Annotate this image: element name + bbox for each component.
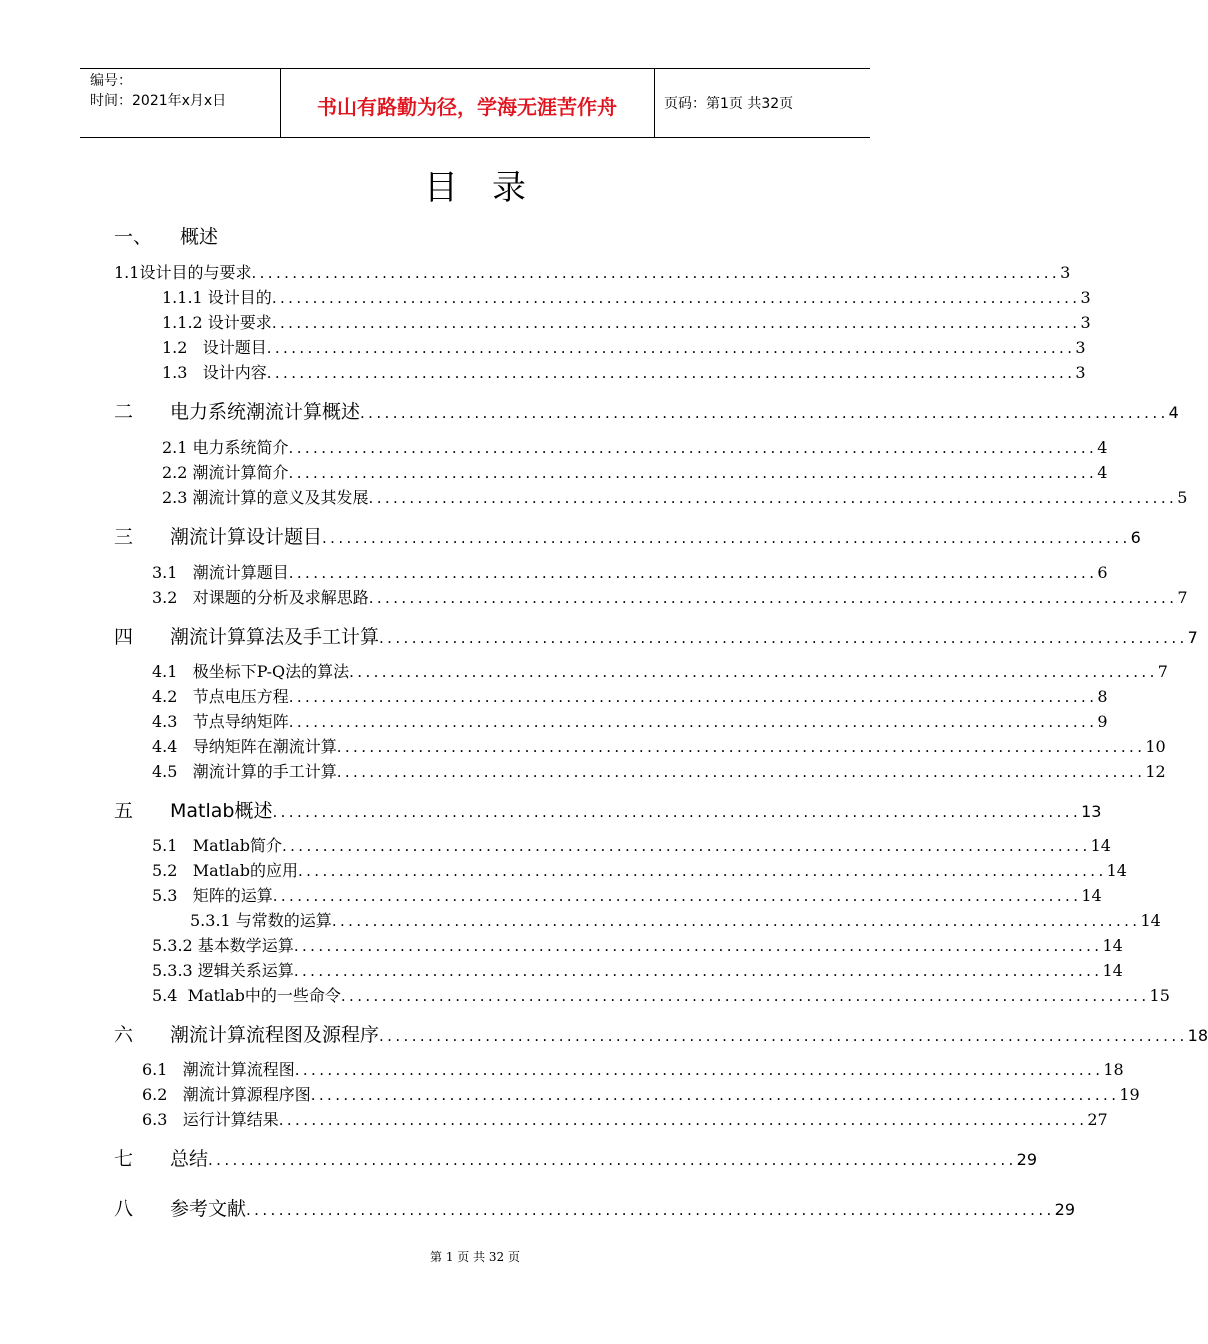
toc-entry-1-1-1[interactable]	[162, 285, 1091, 309]
entry-label: 5.4 Matlab中的一些命令	[152, 986, 341, 1005]
leader-dots: ...................................................................................................	[294, 1061, 1104, 1079]
entry-page: 14	[1081, 886, 1102, 905]
entry-page: 4	[1097, 463, 1108, 482]
toc-entry-5-3-3[interactable]	[152, 958, 1123, 982]
entry-page: 12	[1145, 762, 1166, 781]
entry-page: 27	[1087, 1110, 1108, 1129]
chapter-number: 一、	[114, 226, 153, 248]
toc-entry-2-3[interactable]	[162, 485, 1188, 509]
toc-chapter-7[interactable]	[114, 1144, 1038, 1170]
toc-entry-5-2[interactable]	[152, 858, 1127, 882]
chapter-number: 八	[114, 1198, 134, 1220]
leader-dots: ...................................................................................................	[246, 1201, 1055, 1219]
entry-page: 13	[1081, 802, 1102, 821]
entry-page: 4	[1097, 438, 1108, 457]
chapter-number: 四	[114, 626, 134, 648]
page-footer: 第 1 页 共 32 页	[430, 1250, 520, 1264]
toc-entry-6-3[interactable]	[142, 1107, 1108, 1131]
entry-label: 5.3 矩阵的运算	[152, 886, 273, 905]
chapter-number: 二	[114, 401, 134, 423]
leader-dots: ...................................................................................................	[251, 264, 1061, 282]
leader-dots: ...................................................................................................	[272, 887, 1082, 905]
leader-dots: ...................................................................................................	[272, 803, 1082, 821]
entry-page: 6	[1130, 528, 1141, 547]
entry-label: 5.3.1 与常数的运算	[190, 911, 332, 930]
leader-dots: ...................................................................................................	[379, 1027, 1188, 1045]
entry-page: 9	[1097, 712, 1108, 731]
toc-chapter-8[interactable]	[114, 1194, 1076, 1220]
leader-dots: ...................................................................................................	[368, 589, 1178, 607]
toc-entry-4-2[interactable]	[152, 684, 1108, 708]
chapter-number: 三	[114, 526, 134, 548]
leader-dots: ...................................................................................................	[322, 529, 1131, 547]
entry-label: 4.1 极坐标下P-Q法的算法	[152, 662, 350, 681]
toc-entry-4-1[interactable]	[152, 659, 1168, 683]
entry-label: 2.1 电力系统简介	[162, 438, 289, 457]
chapter-title: 总结	[170, 1148, 209, 1170]
chapter-title: 电力系统潮流计算概述	[170, 401, 361, 423]
entry-page: 29	[1054, 1200, 1076, 1219]
leader-dots: ...................................................................................................	[278, 1111, 1088, 1129]
toc-title: 目录	[424, 168, 560, 208]
entry-label: 4.4 导纳矩阵在潮流计算	[152, 737, 337, 756]
toc-entry-4-4[interactable]	[152, 734, 1166, 758]
time-label: 时间：2021年x月x日	[90, 93, 227, 109]
entry-page: 3	[1075, 338, 1086, 357]
entry-label: 4.2 节点电压方程	[152, 687, 289, 706]
entry-label: 1.1.2 设计要求	[162, 313, 272, 332]
entry-label: 1.2 设计题目	[162, 338, 267, 357]
leader-dots: ...................................................................................................	[340, 987, 1150, 1005]
leader-dots: ...................................................................................................	[360, 404, 1169, 422]
entry-label: 5.3.2 基本数学运算	[152, 936, 294, 955]
leader-dots: ...................................................................................................	[336, 763, 1146, 781]
leader-dots: ...................................................................................................	[293, 962, 1103, 980]
entry-page: 14	[1102, 936, 1123, 955]
entry-page: 3	[1080, 288, 1091, 307]
entry-label: 3.2 对课题的分析及求解思路	[152, 588, 369, 607]
leader-dots: ...................................................................................................	[368, 489, 1178, 507]
entry-label: 5.3.3 逻辑关系运算	[152, 961, 294, 980]
header-page-info: 页码：第1页 共32页	[664, 96, 794, 112]
entry-label: 1.1.1 设计目的	[162, 288, 272, 307]
toc-entry-6-2[interactable]	[142, 1082, 1140, 1106]
entry-label: 5.2 Matlab的应用	[152, 861, 298, 880]
header-motto: 书山有路勤为径，学海无涯苦作舟	[317, 95, 617, 119]
toc-entry-3-2[interactable]	[152, 585, 1188, 609]
chapter-title: Matlab概述	[170, 800, 273, 822]
leader-dots: ...................................................................................................	[281, 837, 1091, 855]
toc-chapter-1[interactable]	[114, 222, 514, 246]
entry-label: 6.2 潮流计算源程序图	[142, 1085, 311, 1104]
number-label: 编号：	[90, 73, 132, 89]
toc-entry-1-3[interactable]	[162, 360, 1086, 384]
entry-page: 19	[1119, 1085, 1140, 1104]
entry-label: 5.1 Matlab简介	[152, 836, 282, 855]
entry-page: 5	[1177, 488, 1188, 507]
toc-entry-5-3-1[interactable]	[190, 908, 1161, 932]
toc-chapter-5[interactable]	[114, 796, 1102, 822]
entry-page: 3	[1080, 313, 1091, 332]
toc-entry-4-3[interactable]	[152, 709, 1108, 733]
leader-dots: ...................................................................................................	[336, 738, 1146, 756]
chapter-title: 潮流计算流程图及源程序	[170, 1024, 380, 1046]
leader-dots: ...................................................................................................	[288, 464, 1098, 482]
chapter-title: 潮流计算设计题目	[170, 526, 323, 548]
leader-dots: ...................................................................................................	[288, 564, 1098, 582]
leader-dots: ...................................................................................................	[266, 364, 1076, 382]
leader-dots: ...................................................................................................	[293, 937, 1103, 955]
toc-entry-6-1[interactable]	[142, 1057, 1124, 1081]
entry-page: 7	[1177, 588, 1188, 607]
entry-label: 2.3 潮流计算的意义及其发展	[162, 488, 369, 507]
toc-entry-1-1-2[interactable]	[162, 310, 1091, 334]
toc-entry-2-2[interactable]	[162, 460, 1108, 484]
entry-label: 4.3 节点导纳矩阵	[152, 712, 289, 731]
entry-label: 2.2 潮流计算简介	[162, 463, 289, 482]
chapter-title: 概述	[180, 226, 219, 248]
chapter-number: 七	[114, 1148, 134, 1170]
toc-chapter-4[interactable]	[114, 622, 1198, 648]
entry-page: 7	[1157, 662, 1168, 681]
leader-dots: ...................................................................................................	[310, 1086, 1120, 1104]
chapter-title: 潮流计算算法及手工计算	[170, 626, 380, 648]
toc-entry-1-1[interactable]	[114, 260, 1071, 284]
entry-page: 10	[1145, 737, 1166, 756]
toc-entry-5-3[interactable]	[152, 883, 1102, 907]
leader-dots: ...................................................................................................	[379, 629, 1188, 647]
entry-page: 14	[1106, 861, 1127, 880]
toc-entry-1-2[interactable]	[162, 335, 1086, 359]
entry-page: 18	[1103, 1060, 1124, 1079]
toc-entry-5-1[interactable]	[152, 833, 1111, 857]
entry-page: 29	[1016, 1150, 1038, 1169]
leader-dots: ...................................................................................................	[271, 314, 1081, 332]
leader-dots: ...................................................................................................	[288, 439, 1098, 457]
leader-dots: ...................................................................................................	[271, 289, 1081, 307]
toc-entry-5-4[interactable]	[152, 983, 1170, 1007]
toc-entry-4-5[interactable]	[152, 759, 1166, 783]
entry-label: 4.5 潮流计算的手工计算	[152, 762, 337, 781]
leader-dots: ...................................................................................................	[288, 688, 1098, 706]
entry-label: 6.3 运行计算结果	[142, 1110, 279, 1129]
toc-chapter-2[interactable]	[114, 397, 1179, 423]
chapter-number: 六	[114, 1024, 134, 1046]
toc-entry-5-3-2[interactable]	[152, 933, 1123, 957]
entry-label: 1.3 设计内容	[162, 363, 267, 382]
entry-page: 4	[1168, 403, 1179, 422]
leader-dots: ...................................................................................................	[288, 713, 1098, 731]
entry-page: 14	[1102, 961, 1123, 980]
toc-entry-2-1[interactable]	[162, 435, 1108, 459]
entry-page: 6	[1097, 563, 1108, 582]
entry-label: 3.1 潮流计算题目	[152, 563, 289, 582]
chapter-number: 五	[114, 800, 134, 822]
toc-chapter-6[interactable]	[114, 1020, 1208, 1046]
entry-page: 15	[1149, 986, 1170, 1005]
leader-dots: ...................................................................................................	[349, 663, 1158, 681]
chapter-title: 参考文献	[170, 1198, 247, 1220]
entry-label: 6.1 潮流计算流程图	[142, 1060, 295, 1079]
entry-page: 18	[1187, 1026, 1208, 1045]
leader-dots: ...................................................................................................	[297, 862, 1107, 880]
entry-page: 3	[1060, 263, 1071, 282]
entry-page: 8	[1097, 687, 1108, 706]
entry-page: 14	[1090, 836, 1111, 855]
entry-page: 7	[1187, 628, 1198, 647]
toc-entry-3-1[interactable]	[152, 560, 1108, 584]
entry-label: 1.1设计目的与要求	[114, 263, 252, 282]
leader-dots: ...................................................................................................	[331, 912, 1141, 930]
entry-page: 3	[1075, 363, 1086, 382]
leader-dots: ...................................................................................................	[208, 1151, 1017, 1169]
toc-chapter-3[interactable]	[114, 522, 1141, 548]
entry-page: 14	[1140, 911, 1161, 930]
leader-dots: ...................................................................................................	[266, 339, 1076, 357]
